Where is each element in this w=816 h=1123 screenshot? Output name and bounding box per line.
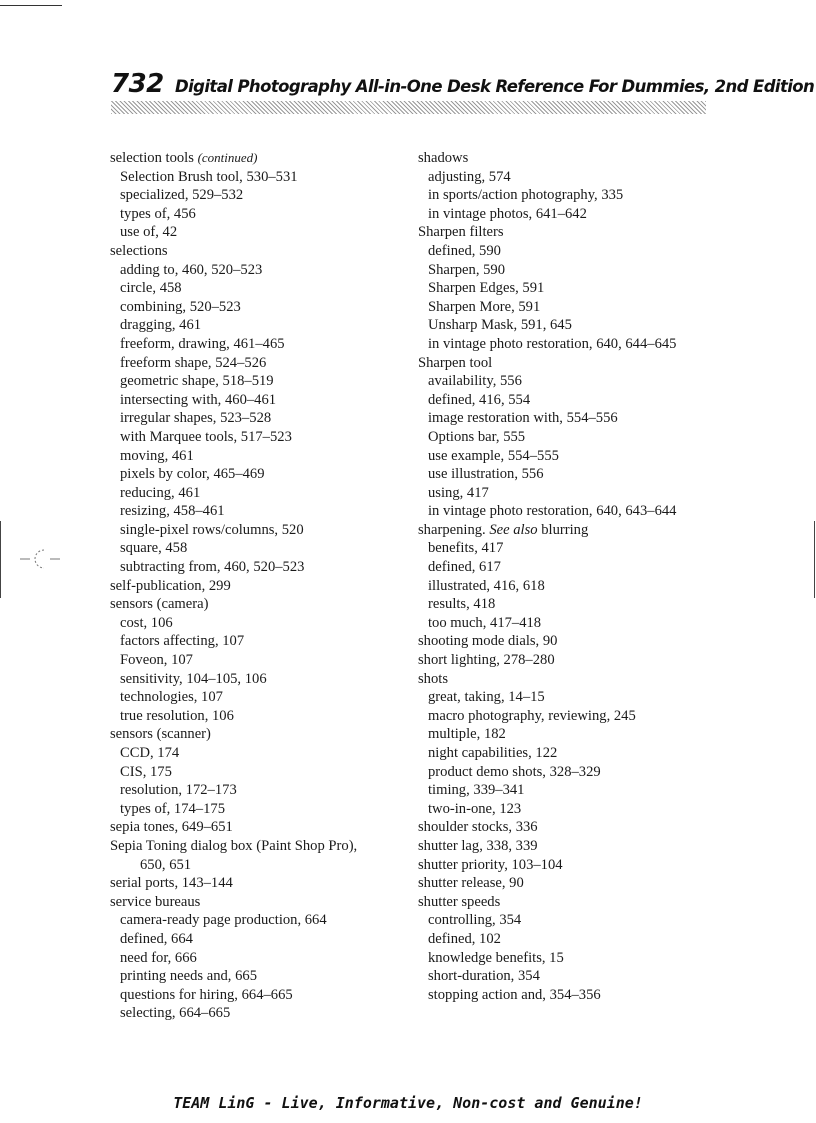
entry-text: shutter lag, 338, 339	[418, 837, 538, 854]
index-main-entry	[418, 632, 718, 651]
index-sub-entry	[110, 949, 410, 968]
index-column-left	[110, 149, 410, 1023]
entry-text: camera-ready page production, 664	[120, 912, 327, 929]
entry-text: types of, 174–175	[120, 800, 225, 817]
entry-text: in vintage photo restoration, 640, 644–645	[428, 335, 677, 352]
index-main-entry	[418, 670, 718, 689]
index-sub-entry	[418, 911, 718, 930]
index-sub-entry	[418, 986, 718, 1005]
entry-text: availability, 556	[428, 373, 522, 390]
entry-text: shutter priority, 103–104	[418, 856, 563, 873]
entry-text: cost, 106	[120, 614, 173, 631]
entry-text: sharpening.	[418, 521, 486, 538]
index-main-entry	[418, 818, 718, 837]
entry-text: with Marquee tools, 517–523	[120, 428, 292, 445]
entry-text: Sharpen Edges, 591	[428, 280, 545, 297]
entry-text: moving, 461	[120, 447, 194, 464]
entry-text: multiple, 182	[428, 726, 506, 743]
entry-text: self-publication, 299	[110, 577, 231, 594]
index-main-entry	[110, 818, 410, 837]
see-also-target: blurring	[541, 521, 589, 538]
entry-text: dragging, 461	[120, 317, 202, 334]
index-sub-entry	[110, 930, 410, 949]
index-sub-entry	[110, 558, 410, 577]
entry-text: short-duration, 354	[428, 968, 540, 985]
index-sub-entry	[418, 595, 718, 614]
entry-text: printing needs and, 665	[120, 968, 257, 985]
index-sub-entry	[418, 372, 718, 391]
index-main-entry	[110, 242, 410, 261]
entry-text: CCD, 174	[120, 745, 180, 761]
entry-text: resizing, 458–461	[120, 503, 225, 520]
entry-text: combining, 520–523	[120, 298, 241, 315]
index-sub-entry	[418, 725, 718, 744]
see-also-reference: See also	[489, 521, 538, 538]
index-sub-entry	[418, 205, 718, 224]
index-main-entry	[418, 893, 718, 912]
index-sub-entry	[110, 186, 410, 205]
entry-text: Sharpen, 590	[428, 261, 506, 278]
index-sub-entry	[110, 911, 410, 930]
index-sub-entry	[418, 484, 718, 503]
entry-text: Sharpen More, 591	[428, 298, 541, 315]
index-main-entry	[110, 595, 410, 614]
entry-text: two-in-one, 123	[428, 800, 522, 817]
entry-text: square, 458	[120, 540, 188, 557]
entry-text: circle, 458	[120, 280, 182, 297]
index-sub-entry	[418, 744, 718, 763]
entry-text: freeform, drawing, 461–465	[120, 335, 285, 352]
index-sub-entry	[418, 800, 718, 819]
entry-text: geometric shape, 518–519	[120, 373, 274, 390]
entry-text: controlling, 354	[428, 912, 522, 929]
entry-text: illustrated, 416, 618	[428, 577, 545, 594]
entry-text: adjusting, 574	[428, 168, 511, 185]
index-sub-entry	[110, 632, 410, 651]
entry-text: pixels by color, 465–469	[120, 466, 265, 483]
entry-text: results, 418	[428, 596, 496, 613]
index-sub-entry	[110, 502, 410, 521]
entry-text: defined, 590	[428, 242, 501, 259]
index-sub-entry	[110, 316, 410, 335]
entry-text: CIS, 175	[120, 763, 172, 780]
index-main-entry	[110, 577, 410, 596]
entry-text: too much, 417–418	[428, 614, 542, 631]
index-sub-entry	[110, 223, 410, 242]
entry-text: shadows	[418, 150, 469, 166]
index-sub-entry	[110, 298, 410, 317]
index-sub-entry	[418, 428, 718, 447]
right-crop-mark	[814, 521, 815, 598]
index-sub-entry	[110, 372, 410, 391]
entry-text: short lighting, 278–280	[418, 652, 555, 669]
entry-text: irregular shapes, 523–528	[120, 410, 272, 427]
entry-text: night capabilities, 122	[428, 745, 558, 761]
entry-text: true resolution, 106	[120, 707, 234, 724]
index-sub-entry	[110, 539, 410, 558]
entry-text: image restoration with, 554–556	[428, 410, 618, 427]
index-sub-entry	[418, 279, 718, 298]
index-sub-entry	[418, 168, 718, 187]
index-main-entry	[418, 651, 718, 670]
index-sub-entry	[418, 967, 718, 986]
index-sub-entry	[110, 744, 410, 763]
index-sub-entry	[418, 447, 718, 466]
entry-continuation: 650, 651	[140, 856, 192, 873]
index-sub-entry	[110, 670, 410, 689]
index-sub-entry	[110, 707, 410, 726]
entry-text: benefits, 417	[428, 540, 504, 557]
entry-text: freeform shape, 524–526	[120, 354, 267, 371]
entry-text: in vintage photos, 641–642	[428, 205, 587, 222]
index-sub-entry	[110, 168, 410, 187]
entry-text: Foveon, 107	[120, 652, 193, 669]
index-sub-entry	[418, 763, 718, 782]
index-sub-entry	[418, 298, 718, 317]
continued-note: (continued)	[197, 150, 258, 165]
entry-text: defined, 617	[428, 559, 501, 576]
entry-text: macro photography, reviewing, 245	[428, 707, 636, 724]
entry-text: using, 417	[428, 484, 489, 501]
entry-text: shooting mode dials, 90	[418, 633, 558, 650]
index-sub-entry	[110, 651, 410, 670]
index-sub-entry	[110, 763, 410, 782]
entry-text: shots	[418, 670, 449, 687]
header-hatched-bar	[111, 101, 706, 114]
index-main-entry	[418, 856, 718, 875]
index-sub-entry	[110, 279, 410, 298]
index-main-entry	[418, 874, 718, 893]
entry-text: use illustration, 556	[428, 466, 544, 483]
index-sub-entry	[418, 465, 718, 484]
index-main-entry	[110, 149, 410, 168]
entry-text: sensitivity, 104–105, 106	[120, 670, 267, 687]
entry-text: defined, 664	[120, 930, 193, 947]
registration-mark-icon	[20, 547, 60, 571]
index-sub-entry	[110, 205, 410, 224]
entry-text: sensors (scanner)	[110, 726, 211, 743]
entry-text: specialized, 529–532	[120, 187, 244, 204]
entry-text: types of, 456	[120, 205, 196, 222]
index-sub-entry	[110, 688, 410, 707]
index-sub-entry	[418, 409, 718, 428]
left-crop-mark	[0, 521, 1, 598]
index-sub-entry	[418, 316, 718, 335]
entry-text: use example, 554–555	[428, 447, 559, 464]
index-sub-entry	[110, 967, 410, 986]
entry-text: shutter release, 90	[418, 875, 524, 892]
entry-text: Sharpen filters	[418, 224, 504, 241]
index-sub-entry	[110, 391, 410, 410]
entry-text: in vintage photo restoration, 640, 643–644	[428, 503, 677, 520]
index-sub-entry	[418, 930, 718, 949]
entry-text: need for, 666	[120, 949, 197, 966]
index-sub-entry	[418, 502, 718, 521]
entry-text: Unsharp Mask, 591, 645	[428, 317, 572, 334]
entry-text: single-pixel rows/columns, 520	[120, 521, 304, 538]
entry-text: selections	[110, 242, 168, 259]
index-sub-entry	[110, 1004, 410, 1023]
entry-text: adding to, 460, 520–523	[120, 261, 263, 278]
index-main-entry	[110, 893, 410, 912]
entry-text: Sharpen tool	[418, 354, 493, 371]
entry-text: defined, 416, 554	[428, 391, 531, 408]
entry-text: sensors (camera)	[110, 596, 209, 613]
index-main-entry	[418, 149, 718, 168]
index-sub-entry	[110, 447, 410, 466]
entry-text: shutter speeds	[418, 893, 501, 910]
entry-text: Sepia Toning dialog box (Paint Shop Pro),	[110, 837, 358, 854]
index-sub-entry	[110, 614, 410, 633]
entry-text: factors affecting, 107	[120, 633, 245, 650]
index-main-entry	[418, 521, 718, 540]
index-sub-entry	[418, 614, 718, 633]
entry-text: use of, 42	[120, 224, 178, 241]
entry-text: stopping action and, 354–356	[428, 986, 601, 1003]
running-title: Digital Photography All-in-One Desk Reference For Dummies, 2nd Edition	[175, 77, 815, 96]
entry-text: serial ports, 143–144	[110, 875, 233, 892]
entry-text: in sports/action photography, 335	[428, 187, 624, 204]
index-main-entry	[418, 223, 718, 242]
entry-text: technologies, 107	[120, 689, 223, 706]
index-main-entry	[110, 837, 410, 874]
index-sub-entry	[110, 354, 410, 373]
entry-text: timing, 339–341	[428, 782, 525, 799]
index-sub-entry	[110, 986, 410, 1005]
entry-text: reducing, 461	[120, 484, 201, 501]
index-sub-entry	[418, 577, 718, 596]
entry-text: defined, 102	[428, 930, 501, 947]
entry-text: product demo shots, 328–329	[428, 763, 601, 780]
entry-text: sepia tones, 649–651	[110, 819, 233, 836]
index-main-entry	[110, 874, 410, 893]
index-sub-entry	[110, 521, 410, 540]
index-sub-entry	[110, 800, 410, 819]
entry-text: great, taking, 14–15	[428, 689, 545, 706]
index-sub-entry	[418, 242, 718, 261]
index-sub-entry	[110, 781, 410, 800]
index-sub-entry	[418, 186, 718, 205]
index-main-entry	[418, 354, 718, 373]
entry-text: Options bar, 555	[428, 428, 526, 445]
index-sub-entry	[110, 335, 410, 354]
page-number: 732	[111, 69, 164, 99]
index-sub-entry	[110, 465, 410, 484]
footer-tagline: TEAM LinG - Live, Informative, Non-cost and Genuine!	[173, 1094, 643, 1112]
index-sub-entry	[418, 688, 718, 707]
entry-text: knowledge benefits, 15	[428, 949, 564, 966]
index-main-entry	[110, 725, 410, 744]
entry-text: shoulder stocks, 336	[418, 819, 538, 836]
index-sub-entry	[418, 558, 718, 577]
entry-text: service bureaus	[110, 893, 201, 910]
index-sub-entry	[110, 261, 410, 280]
index-sub-entry	[418, 539, 718, 558]
index-sub-entry	[418, 335, 718, 354]
index-column-right	[418, 149, 718, 1004]
index-sub-entry	[110, 409, 410, 428]
entry-text: Selection Brush tool, 530–531	[120, 168, 298, 185]
entry-text: selection tools	[110, 150, 194, 166]
index-sub-entry	[110, 428, 410, 447]
index-main-entry	[418, 837, 718, 856]
index-sub-entry	[418, 949, 718, 968]
index-sub-entry	[418, 781, 718, 800]
entry-text: subtracting from, 460, 520–523	[120, 559, 305, 576]
index-sub-entry	[418, 707, 718, 726]
entry-text: questions for hiring, 664–665	[120, 986, 293, 1003]
index-sub-entry	[418, 391, 718, 410]
entry-text: resolution, 172–173	[120, 782, 237, 799]
entry-text: selecting, 664–665	[120, 1005, 231, 1022]
entry-text: intersecting with, 460–461	[120, 391, 277, 408]
index-sub-entry	[418, 261, 718, 280]
corner-crop-rule	[0, 5, 62, 6]
index-sub-entry	[110, 484, 410, 503]
